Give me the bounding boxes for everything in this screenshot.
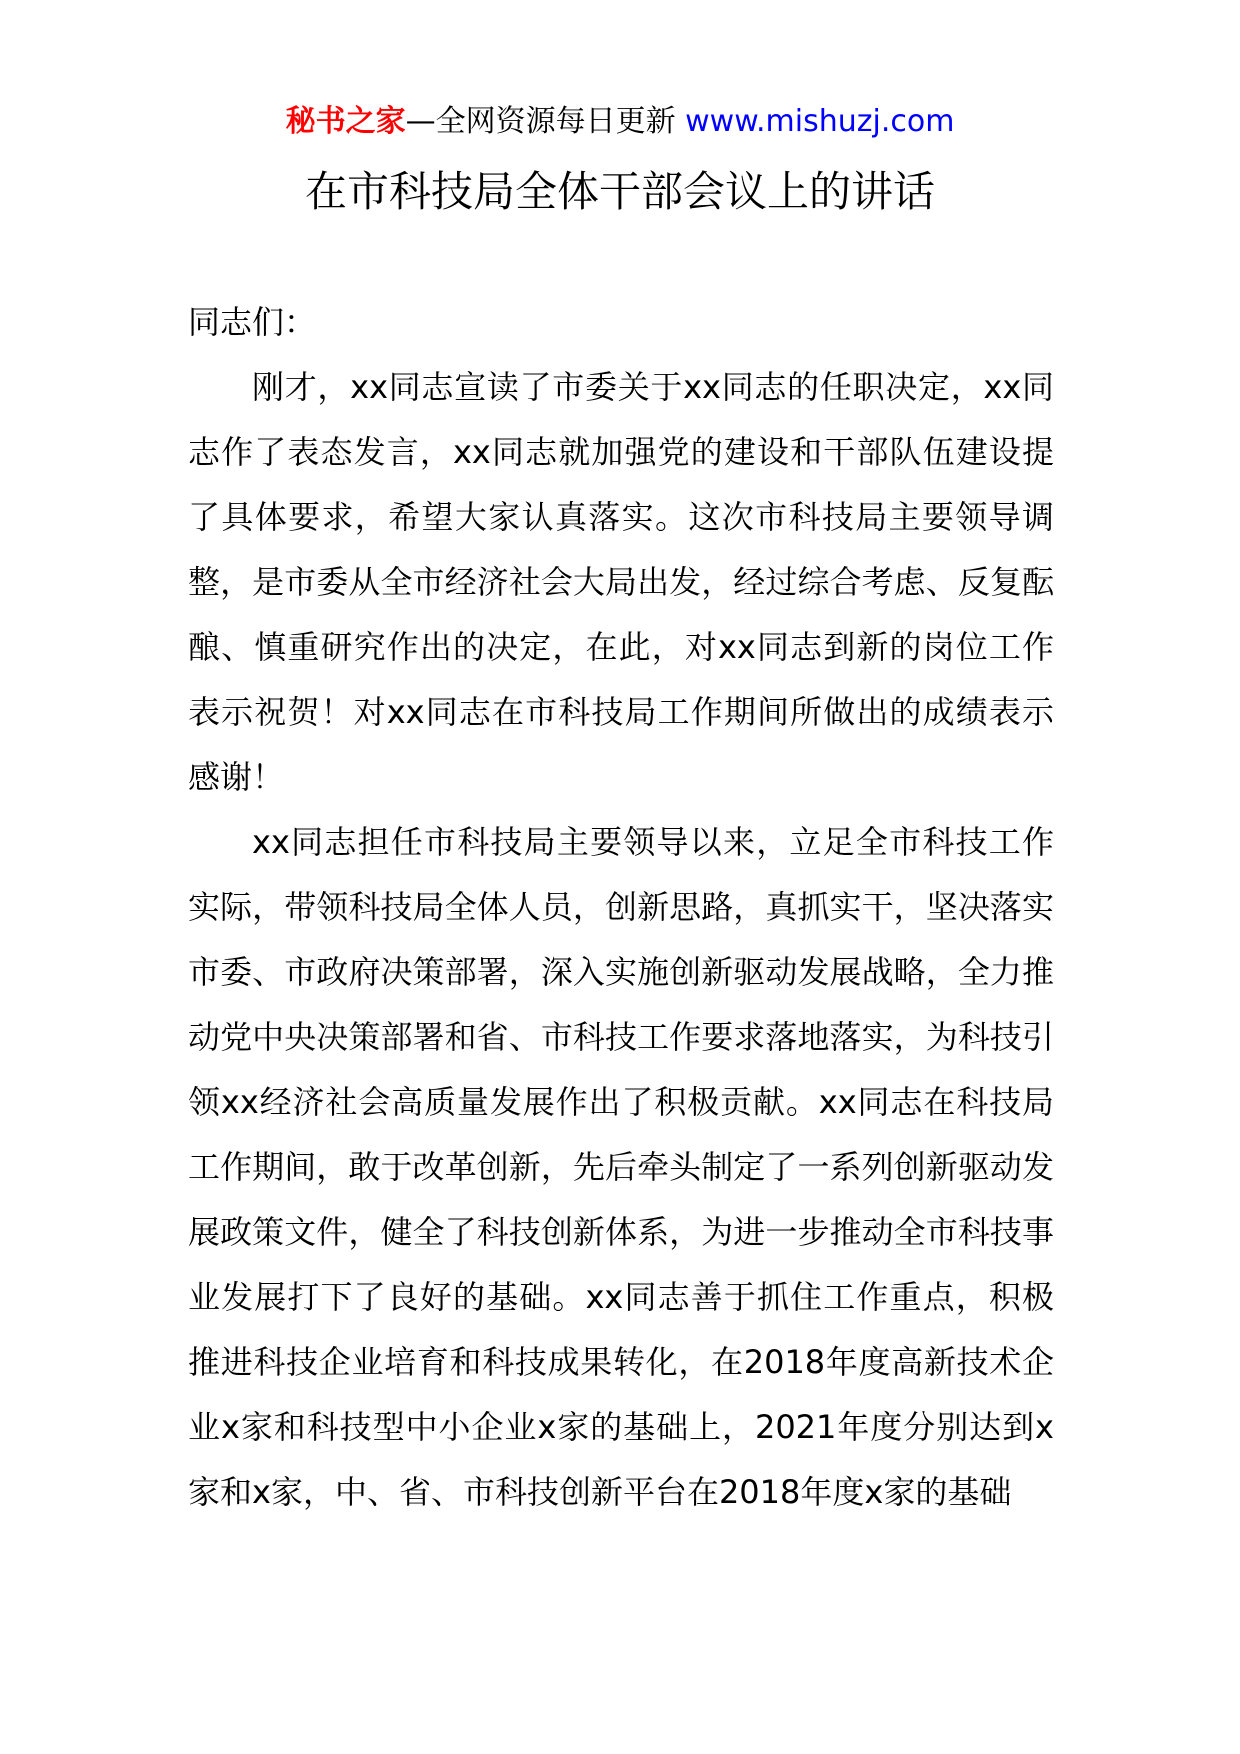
site-url-link[interactable]: www.mishuzj.com <box>685 104 955 139</box>
document-body <box>188 290 1054 1525</box>
header-tagline: 全网资源每日更新 <box>435 104 676 139</box>
body-paragraph: xx同志担任市科技局主要领导以来，立足全市科技工作实际，带领科技局全体人员，创新思路，真抓实干，坚决落实市委、市政府决策部署，深入实施创新驱动发展战略，全力推动党中央决策部署和省、市科技工作要求落地落实，为科技引领xx经济社会高质量发展作出了积极贡献。xx同志在科技局工作期间，敢于改革创新，先后牵头制定了一系列创新驱动发展政策文件，健全了科技创新体系，为进一步推动全市科技事业发展打下了良好的基础。xx同志善于抓住工作重点，积极推进科技企业培育和科技成果转化，在2018年度高新技术企业x家和科技型中小企业x家的基础上，2021年度分别达到x家和x家，中、省、市科技创新平台在2018年度x家的基础 <box>188 823 1054 1511</box>
header-dash: — <box>405 104 436 139</box>
site-header <box>0 100 1240 144</box>
greeting: 同志们： <box>188 303 317 341</box>
document-title: 在市科技局全体干部会议上的讲话 <box>304 167 935 216</box>
brand-name: 秘书之家 <box>285 104 406 139</box>
body-paragraph: 刚才，xx同志宣读了市委关于xx同志的任职决定，xx同志作了表态发言，xx同志就加强党的建设和干部队伍建设提了具体要求，希望大家认真落实。这次市科技局主要领导调整，是市委从全市经济社会大局出发，经过综合考虑、反复酝酿、慎重研究作出的决定，在此，对xx同志到新的岗位工作表示祝贺！对xx同志在市科技局工作期间所做出的成绩表示感谢！ <box>188 368 1054 796</box>
